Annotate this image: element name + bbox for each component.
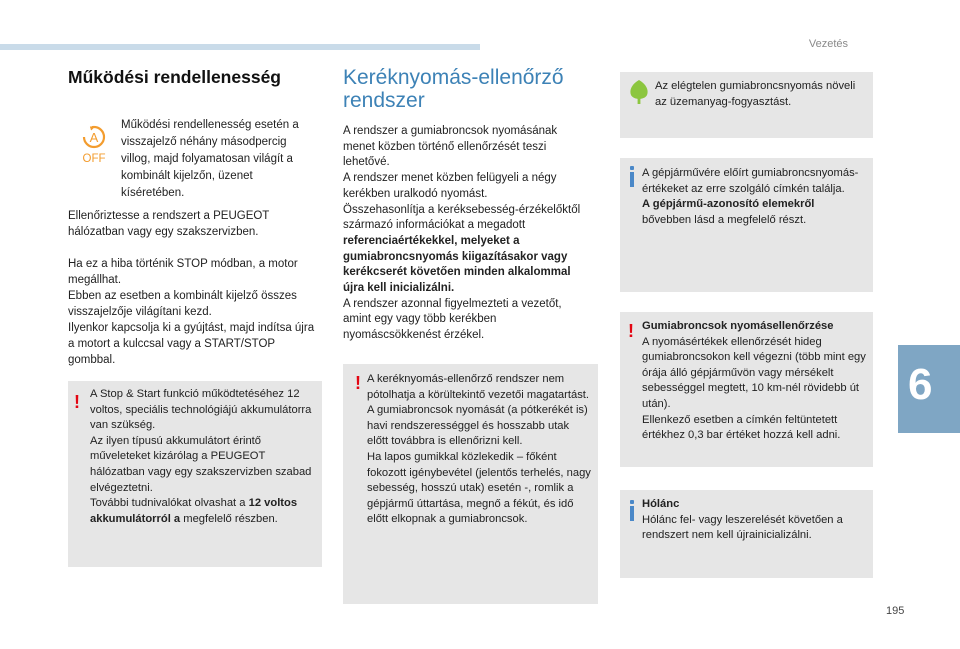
snow-chain-text: Hólánc fel- vagy leszerelését követően a rendszert nem kell újrainicializálni. bbox=[642, 513, 843, 542]
eco-text: Az elégtelen gumiabroncsnyomás növeli az üzemanyag-fogyasztást. bbox=[655, 80, 856, 108]
tpms-warning-text: A keréknyomás-ellenőrző rendszer nem pótolhatja a körültekintő vezetői magatartást. A gumiabroncsok nyomását (a pótkerékét is) havi rendszerességgel és hosszabb utak előtt továbbra is ellenőrizni kell. Ha lapos gumikkal közlekedik – főként fokozott igénybevétel (jelentős terhelés, nagy sebesség, hosszú utak) esetén -, romlik a gépjármű úttartása, megnő a fékút, és idő előtt elkopnak a gumiabroncsok. bbox=[367, 373, 591, 526]
battery-warning-text: A Stop & Start funkció működtetéséhez 12 voltos, speciális technológiájú akkumulátorra van szükség. Az ilyen típusú akkumulátort érintő műveleteket kizárólag a PEUGEOT hálózatban vagy egy szakszervizben szabad elvégeztetni. További tudnivalókat olvashat a bbox=[90, 388, 312, 510]
warning-icon: ! bbox=[628, 321, 634, 341]
warning-icon: ! bbox=[355, 373, 361, 393]
pressure-check-text: A nyomásértékek ellenőrzését hideg gumiabroncsokon kell végezni (több mint egy órája álló gépjárművön vagy mérsékelt sebességgel megtett, 10 km-nél rövidebb út után). Ellenkező esetben a címkén feltüntetett értékhez 0,3 bar értéket hozzá kell adni. bbox=[642, 335, 866, 442]
warning-icon: ! bbox=[74, 392, 80, 412]
icon-label-off: OFF bbox=[82, 153, 106, 164]
icon-label-a: A bbox=[89, 130, 99, 145]
stop-start-off-icon bbox=[78, 124, 110, 164]
eco-leaf-icon bbox=[628, 79, 650, 105]
tpms-description-bold: referenciaértékekkel, melyeket a gumiabroncsnyomás kiigazításakor vagy kerékcserét követően minden alkalommal újra kell inicializálni. bbox=[343, 234, 571, 295]
info-icon bbox=[630, 506, 634, 521]
section-title: Vezetés bbox=[808, 38, 848, 50]
tpms-heading: Keréknyomás-ellenőrző rendszer bbox=[343, 66, 564, 112]
pressure-check-title: Gumiabroncsok nyomásellenőrzése bbox=[642, 320, 834, 332]
pressure-check-warning-box bbox=[620, 312, 873, 467]
snow-chain-title: Hólánc bbox=[642, 498, 680, 510]
info-icon bbox=[630, 172, 634, 187]
battery-warning-bold: 12 voltos akkumulátorról a bbox=[90, 497, 298, 525]
tire-label-text: A gépjárművére előírt gumiabroncsnyomás-értékeket az erre szolgáló címkén találja. bbox=[642, 167, 859, 195]
tpms-description-text: A rendszer a gumiabroncsok nyomásának menet közben történő ellenőrzését teszi lehetővé. A rendszer menet közben felügyeli a négy kerékben uralkodó nyomást. Összehasonlítja a keréksebesség-érzékelőktől származó információkat a megadott bbox=[343, 125, 581, 232]
malfunction-heading: Működési rendellenesség bbox=[68, 67, 281, 87]
header-bar bbox=[0, 44, 480, 50]
check-system-paragraph: Ellenőriztesse a rendszert a PEUGEOT hálózatban vagy egy szakszervizben. bbox=[68, 210, 270, 238]
tpms-warning-box bbox=[343, 364, 598, 604]
tpms-alert-text: A rendszer azonnal figyelmezteti a vezetőt, amint egy vagy több kerékben nyomáscsökkenést érzékel. bbox=[343, 297, 562, 342]
vehicle-id-link-text: A gépjármű-azonosító elemekről bbox=[642, 198, 815, 211]
stop-mode-paragraph: Ha ez a hiba történik STOP módban, a motor megállhat. Ebben az esetben a kombinált kijelző összes visszajelzője világítani kezd. Ilyenkor kapcsolja ki a gyújtást, majd indítsa újra a motort a kulccsal vagy a START/STOP gombbal. bbox=[68, 258, 315, 366]
tire-label-info-box bbox=[620, 158, 873, 292]
see-section-text: bővebben lásd a megfelelő részt. bbox=[642, 213, 807, 226]
icon-description: Működési rendellenesség esetén a visszajelző néhány másodpercig villog, majd folyamatosan világít a kombinált kijelzőn, üzenet kíséretében. bbox=[121, 119, 299, 199]
stop-start-warning-box bbox=[68, 381, 322, 567]
page-number: 195 bbox=[886, 605, 905, 617]
tpms-description bbox=[343, 124, 589, 344]
chapter-number: 6 bbox=[908, 360, 933, 409]
snow-chain-info-box bbox=[620, 490, 873, 578]
battery-warning-end: megfelelő részben. bbox=[180, 512, 278, 525]
eco-box bbox=[620, 72, 873, 138]
